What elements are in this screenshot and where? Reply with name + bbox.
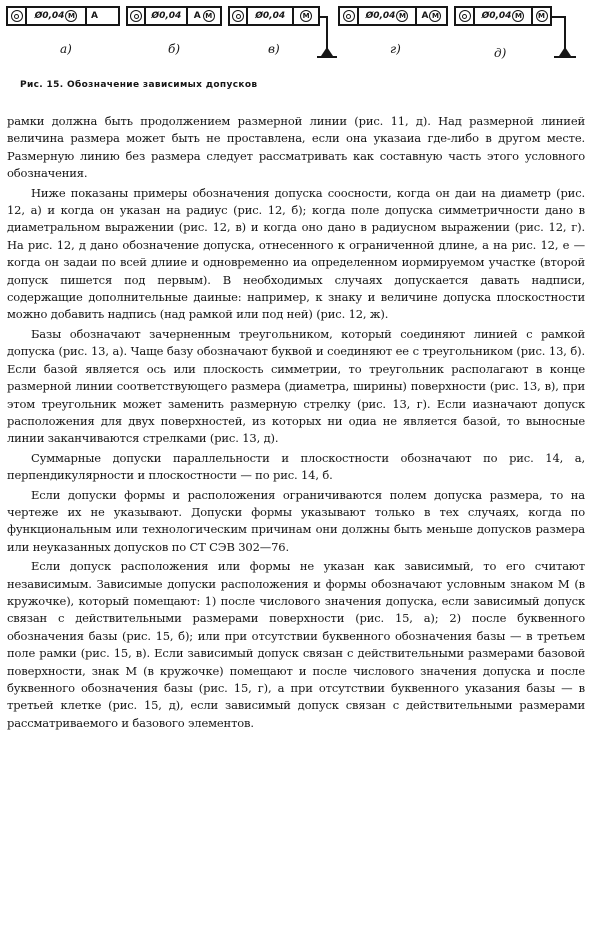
paragraph: Суммарные допуски параллельности и плоскостности обозначают по рис. 14, а, перпендикулярности и плоскостности — по рис. 14, б. <box>7 450 585 483</box>
figure-15 <box>0 0 590 90</box>
figure-label-d: г) <box>390 42 401 56</box>
dependent-tolerance-icon: M <box>429 10 441 22</box>
figure-label-b: б) <box>168 42 181 56</box>
coaxiality-symbol-icon <box>456 8 475 24</box>
dependent-tolerance-icon: M <box>300 10 312 22</box>
tolerance-value: Ø0,04 <box>365 11 396 21</box>
paragraph: рамки должна быть продолжением размерной линии (рис. 11, д). Над размерной линией величина размера может быть не проставлена, если она указаиа где-либо в другом месте. Размерную линию без размера следует рассматривать как составную часть этого условного обозначения. <box>7 114 585 181</box>
figure-label-e: д) <box>494 46 507 60</box>
tolerance-value: Ø0,04 <box>34 11 65 21</box>
dependent-tolerance-icon: M <box>203 10 215 22</box>
paragraph: Если допуск расположения или формы не указан как зависимый, то его считают независимым. Зависимые допуски расположения и формы обозначают условным знаком М (в кружочке), который помещают: 1) после числового значения допуска, если зависимый допуск связан с действительными размерами поверхности (рис. 15, а); 2) после буквенного обозначения базы (рис. 15, б); или при отсутствии буквенного обозначения базы — в третьем поле рамки (рис. 15, в). Если зависимый допуск связан с действительными размерами базовой поверхности, знак М (в кружочке) помещают и после числового значения допуска и после буквенного обозначения базы (рис. 15, г), а при отсутствии буквенного указания базы — в третьей клетке (рис. 15, д), если зависимый допуск связан с действительными размерами рассматриваемого и базового элементов. <box>7 559 585 730</box>
tolerance-value: Ø0,04 <box>146 8 188 24</box>
tolerance-value: Ø0,04 <box>248 8 294 24</box>
datum-triangle-icon <box>321 47 333 56</box>
body-text <box>7 113 585 732</box>
dependent-tolerance-icon: M <box>536 10 548 22</box>
tolerance-frame-c <box>228 6 320 26</box>
datum-base-line <box>317 56 337 58</box>
coaxiality-symbol-icon <box>8 8 27 24</box>
paragraph: Базы обозначают зачерненным треугольником, который соединяют линией с рамкой допуска (рис. 13, а). Чаще базу обозначают буквой и соединяют ее с треугольником (рис. 13, б). Если базой является ось или плоскость симметрии, то треугольник располагают в конце размерной линии соответствующего размера (диаметра, ширины) поверхности (рис. 13, в), при этом треугольник может заменить размерную стрелку (рис. 13, г). Если иазначают допуск расположения для двух поверхностей, из которых ни одиа не является базой, то выносные линии заканчиваются стрелками (рис. 13, д). <box>7 326 585 446</box>
dependent-tolerance-icon: M <box>512 10 524 22</box>
figure-caption: Рис. 15. Обозначение зависимых допусков <box>20 80 258 90</box>
coaxiality-symbol-icon <box>128 8 146 24</box>
tolerance-frame-b <box>126 6 222 26</box>
tolerance-frame-e <box>454 6 552 26</box>
datum-letter: A <box>193 11 201 21</box>
dependent-tolerance-icon: M <box>65 10 77 22</box>
tolerance-frame-d <box>338 6 448 26</box>
paragraph: Ниже показаны примеры обозначения допуска соосности, когда он даи на диаметр (рис. 12, а) и когда он указан на радиус (рис. 12, б); когда поле допуска симметричности дано в диаметральном выражении (рис. 12, в) и когда оно дано в радиусном выражении (рис. 12, г). На рис. 12, д дано обозначение допуска, отнесенного к ограниченной длине, а на рис. 12, е — когда он задаи по всей длиие и одновременно иа определенном иормируемом участке (второй допуск пишется под первым). В необходимых случаях допускается давать надписи, содержащие дополнительные даиные: например, к знаку и величине допуска плоскостности можно добавить надпись (над рамкой или под ней) (рис. 12, ж). <box>7 185 585 322</box>
figure-label-a: а) <box>60 42 72 56</box>
tolerance-frame-a <box>6 6 120 26</box>
figure-label-c: в) <box>268 42 280 56</box>
datum-letter: A <box>91 11 98 21</box>
datum-letter: A <box>421 11 429 21</box>
datum-base-line <box>554 56 576 58</box>
paragraph: Если допуски формы и расположения ограничиваются полем допуска размера, то на чертеже их не указывают. Допуски формы указывают только в тех случаях, когда по функциональным или технологическим причинам они должны быть меньше допусков размера или неуказанных допусков по СТ СЭВ 302—76. <box>7 487 585 554</box>
coaxiality-symbol-icon <box>340 8 359 24</box>
tolerance-value: Ø0,04 <box>481 11 512 21</box>
dependent-tolerance-icon: M <box>396 10 408 22</box>
datum-triangle-icon <box>559 47 571 56</box>
leader-line <box>551 16 565 18</box>
coaxiality-symbol-icon <box>230 8 248 24</box>
